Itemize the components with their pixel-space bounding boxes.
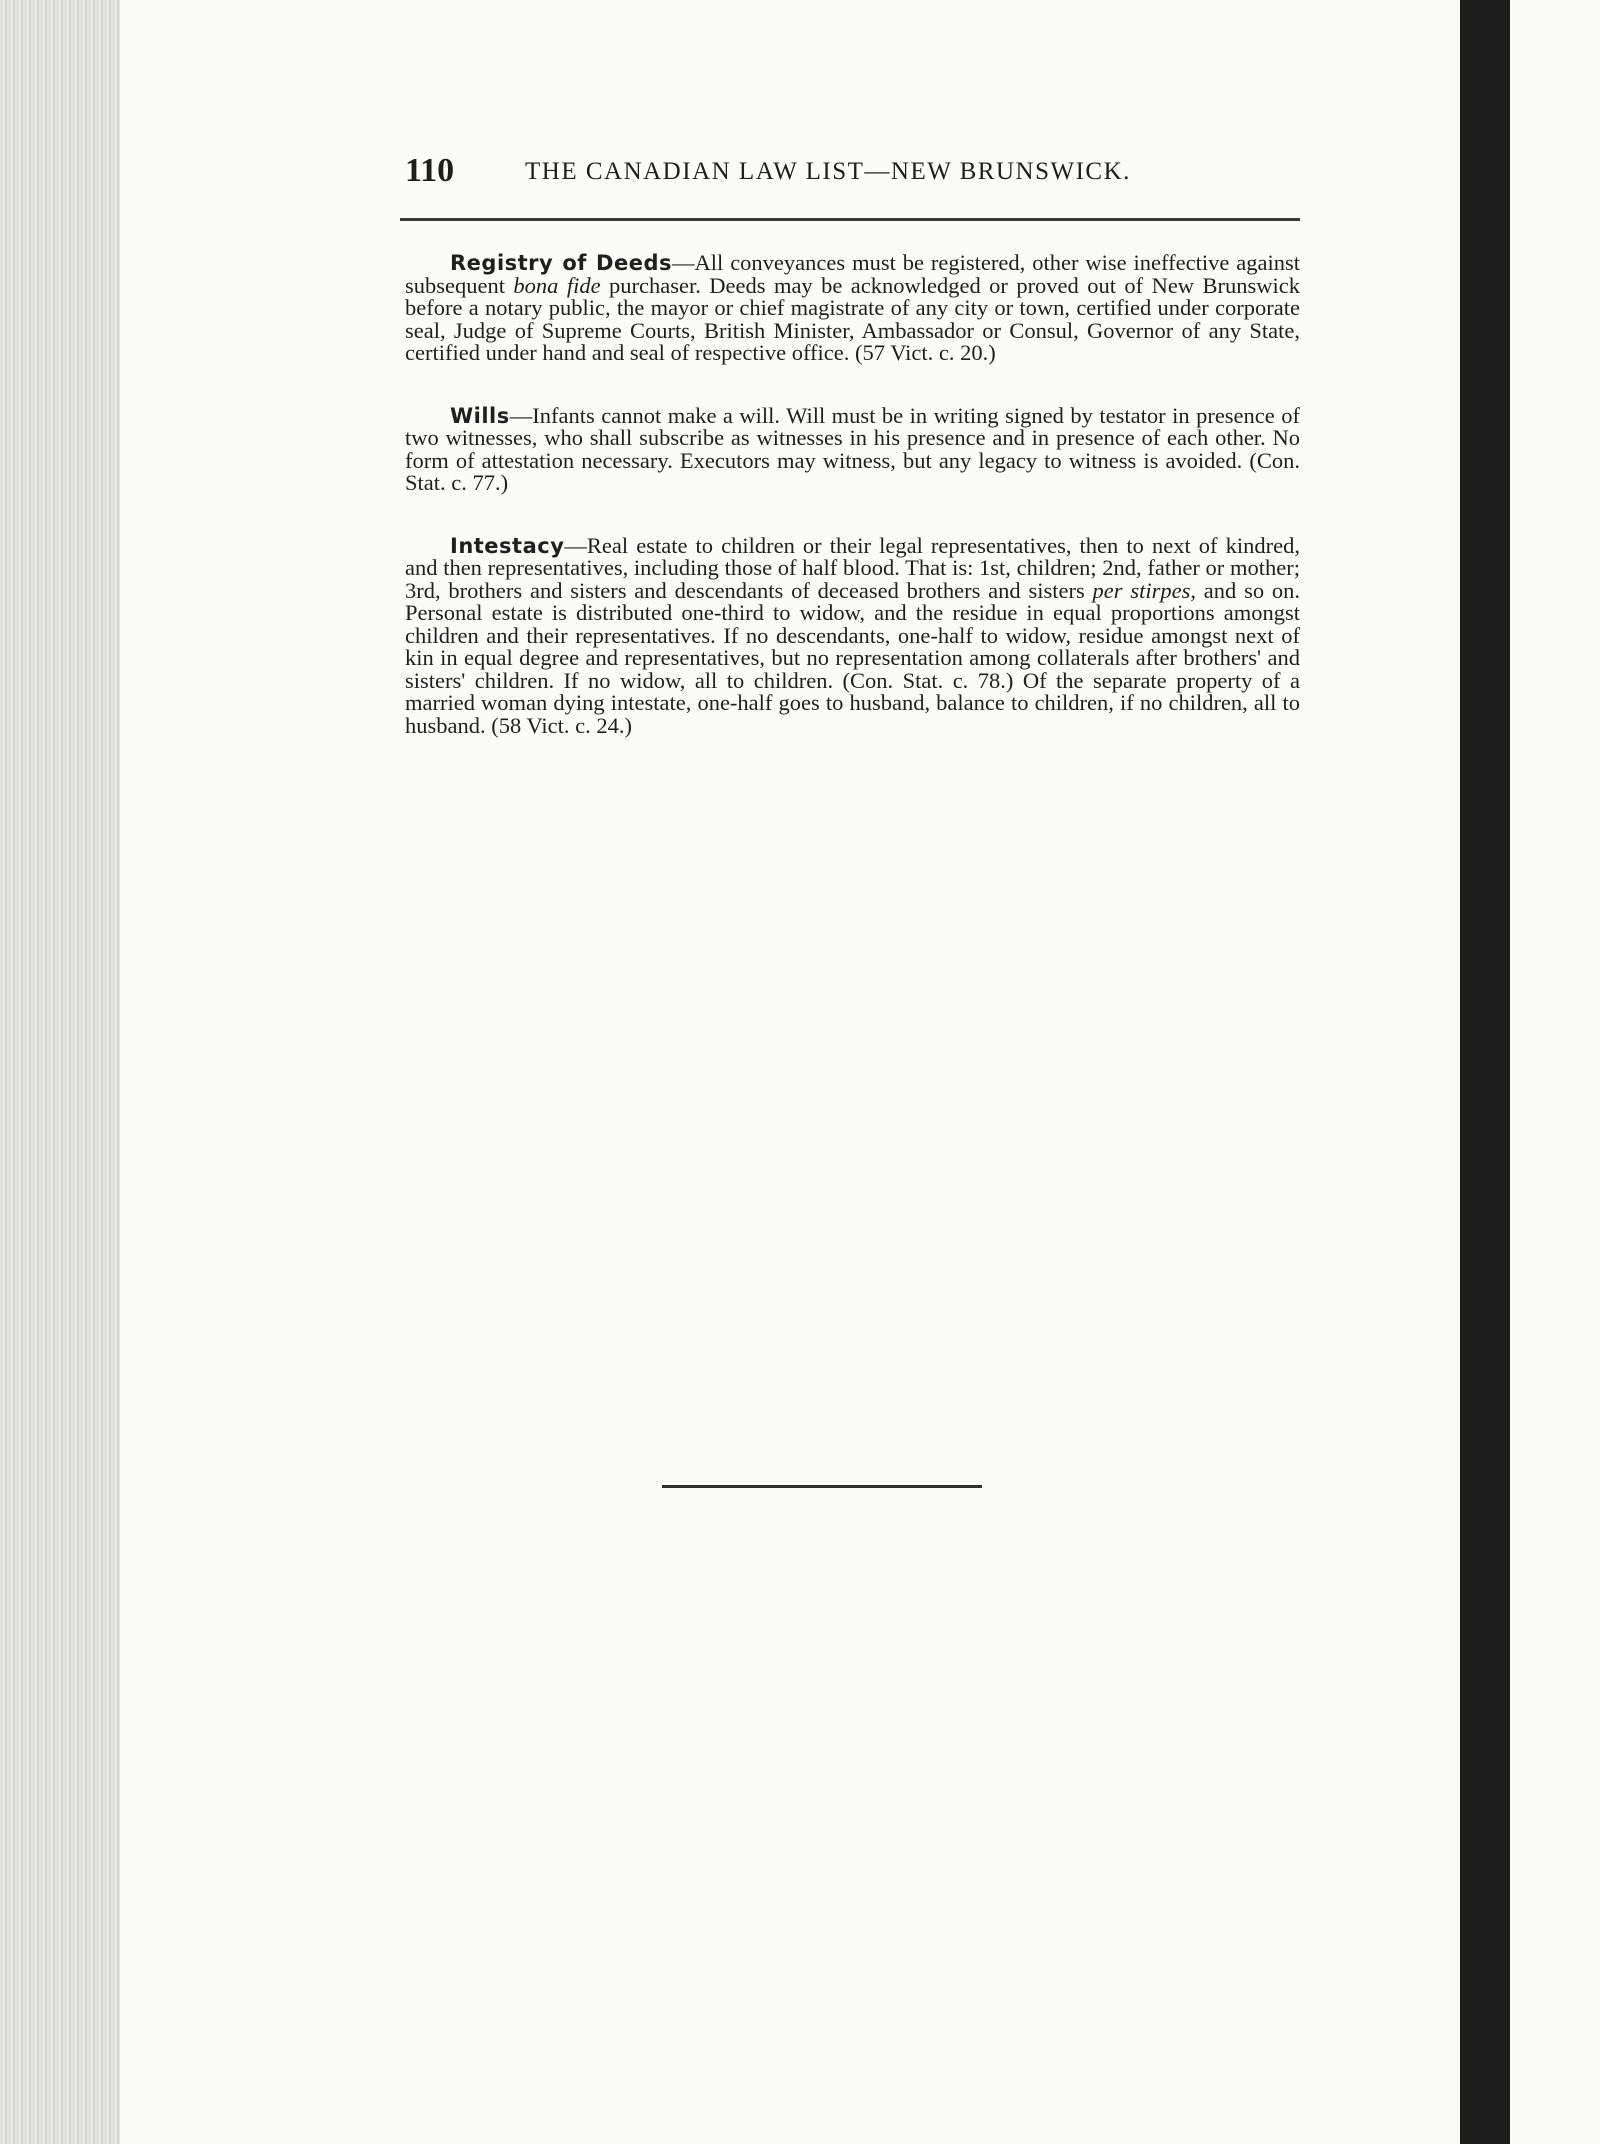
section-heading: Registry of Deeds (450, 251, 672, 275)
section-heading: Intestacy (450, 533, 565, 558)
book-gutter (1460, 0, 1510, 2144)
page-number: 110 (405, 152, 455, 189)
header-rule (400, 218, 1300, 221)
paragraph-text: , and so on. Personal estate is distributed one-third to widow, and the residue in equal proportions amongst children and their representatives. If no descendants, one-half to widow, residue amongst next of kin in equal degree and representatives, but no representation among collaterals after brothers' and sisters' children. If no widow, all to children. (Con. Stat. c. 78.) Of the separate property of a married woman dying intestate, one-half goes to husband, balance to children, if no children, all to husband. (58 Vict. c. 24.) (405, 577, 1300, 738)
paragraph-intestacy (405, 532, 1300, 738)
paragraph-text: —Real estate to children or their legal representatives, then to next of kindred, and then representatives, including those of half blood. That is: 1st, children; 2nd, father or mother; 3rd, brothers and sisters and descendants of deceased brothers and sisters (405, 532, 1300, 603)
book-page-edges (0, 0, 130, 2144)
paragraph-text: —Infants cannot make a will. Will must be in writing signed by testator in presence of two witnesses, who shall subscribe as witnesses in his presence and in presence of each other. No form of attestation necessary. Executors may witness, but any legacy to witness is avoided. (Con. Stat. c. 77.) (405, 402, 1300, 495)
page-header (405, 152, 1295, 202)
paragraph-text: —All conveyances must be registered, other wise ineffective against subsequent (405, 250, 1300, 298)
page-body (405, 252, 1300, 777)
running-title: THE CANADIAN LAW LIST—NEW BRUNSWICK. (525, 158, 1131, 185)
section-heading: Wills (450, 403, 510, 428)
italic-term: per stirpes (1092, 577, 1191, 603)
paragraph-text: purchaser. Deeds may be acknowledged or proved out of New Brunswick before a notary public, the mayor or chief magistrate of any city or town, certified under corporate seal, Judge of Supreme Courts, British Minister, Ambassador or Consul, Governor of any State, certified under hand and seal of respective office. (57 Vict. c. 20.) (405, 272, 1300, 365)
italic-term: bona fide (513, 272, 601, 298)
paragraph-wills (405, 402, 1300, 495)
facing-page-edge (1510, 0, 1600, 2144)
paragraph-registry-of-deeds (405, 252, 1300, 365)
section-end-rule (662, 1485, 982, 1488)
